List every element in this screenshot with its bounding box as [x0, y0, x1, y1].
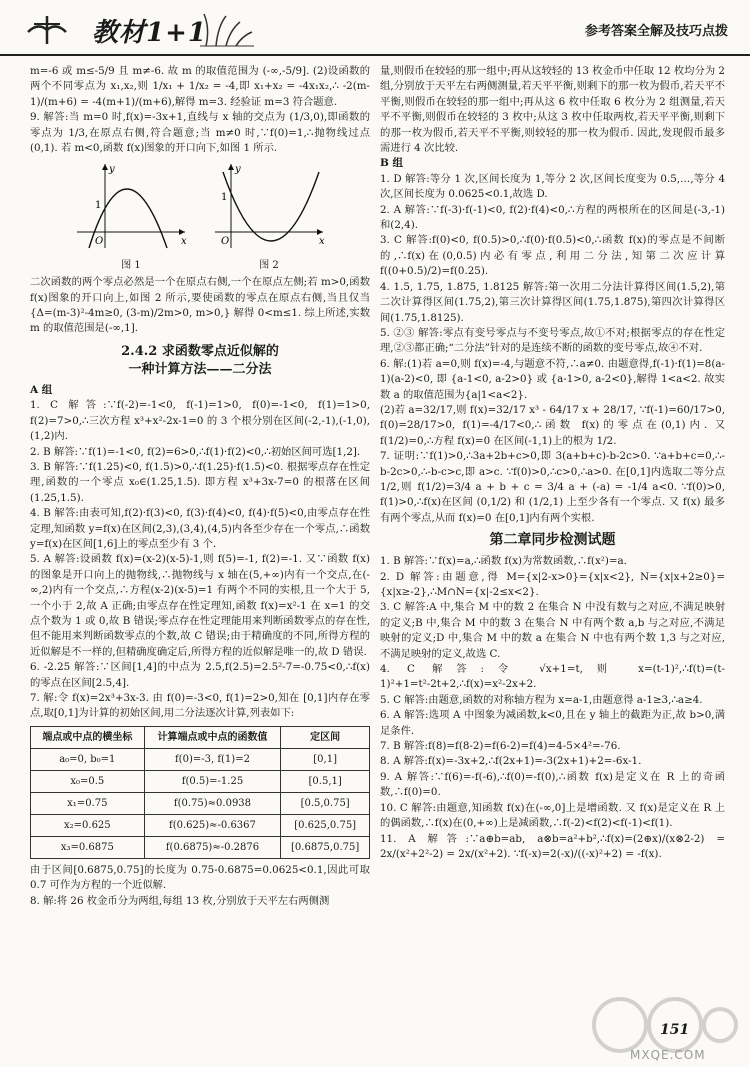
answer-a2: 2. B 解答:∵f(1)=-1<0, f(2)=6>0,∴f(1)·f(2)<0,∴初始区间可选[1,2].	[30, 445, 361, 458]
table-cell: f(0.6875)≈-0.2876	[144, 836, 281, 858]
table-header: 端点或中点的横坐标	[31, 726, 145, 748]
group-b-label: B 组	[380, 157, 404, 170]
answer-c5: 5. C 解答:由题意,函数的对称轴方程为 x=a-1,由题意得 a-1≥3,∴a≥4.	[380, 693, 703, 706]
table-row	[31, 792, 370, 814]
tick-label: 1	[95, 200, 102, 212]
section-title-line-2: 一种计算方法——二分法	[128, 361, 272, 377]
table-cell: f(0.625)≈-0.6367	[144, 814, 281, 836]
answer-c9: 9. A 解答:∵f(6)=-f(-6),∴f(0)=-f(0),∴函数 f(x)是定义在 R 上的奇函数,∴f(0)=0.	[380, 770, 725, 799]
group-a-label: A 组	[30, 383, 53, 396]
figure-1	[71, 160, 191, 273]
section-title	[30, 343, 370, 379]
book-logo-icon	[24, 10, 70, 48]
tick-label: 1	[221, 192, 228, 204]
bisection-table	[30, 726, 370, 859]
parabola-down-graph	[71, 160, 191, 252]
right-column	[380, 64, 725, 862]
answer-b5: 5. ②③ 解答:零点有变号零点与不变号零点,故①不对;根据零点的存在性定理,②③都正确;“二分法”针对的是连续不断的函数的变号零点,故④不对.	[380, 326, 725, 355]
answer-9: 9. 解答:当 m=0 时,f(x)=-3x+1,直线与 x 轴的交点为 (1/3,0),即函数的零点为 1/3,在原点右侧,符合题意;当 m≠0 时,∵f(0)=1,∴抛物线过点(0,1). 若 m<0,函数 f(x)图象的开口向下,如图 1 所示.	[30, 111, 370, 155]
table-cell: x₀=0.5	[31, 770, 145, 792]
axis-y-label: y	[109, 164, 115, 176]
answer-c10: 10. C 解答:由题意,知函数 f(x)在(-∞,0]上是增函数. 又 f(x)是定义在 R 上的偶函数,∴f(x)在(0,+∞)上是减函数,∴f(-2)<f(2)<f(-1)<f(1).	[380, 801, 725, 830]
left-column	[30, 64, 370, 909]
answer-a8-continued: 量,则假币在较轻的那一组中;再从这较轻的 13 枚金币中任取 12 枚均分为 2 组,分别放于天平左右两侧测量,若天平平衡,则剩下的那一枚为假币,若天平不平衡,则假币在较轻的那一组中;再从这 6 枚中任取 6 枚分为 2 组测量,若天平不平衡,则假币在较轻的 3 枚中;从这 3 枚中任取两枚,若天平平衡,则剩下的那一枚为假币,若天平不平衡,则较轻的那一枚为假币. 因此,发现假币最多需进行 4 次比较.	[380, 65, 725, 155]
grass-decoration-icon	[196, 8, 256, 48]
answer-c2: 2. D 解答:由题意,得 M={x|2-x>0}={x|x<2}, N={x|x+2≥0}={x|x≥-2},∴M∩N={x|-2≤x<2}.	[380, 570, 725, 598]
figure-2-caption: 图 2	[259, 259, 279, 271]
chapter-title: 第二章同步检测试题	[489, 532, 616, 549]
table-cell: f(0)=-3, f(1)=2	[144, 748, 281, 770]
answer-b3: 3. C 解答:f(0)<0, f(0.5)>0,∴f(0)·f(0.5)<0,∴函数 f(x)的零点是不间断的,∴f(x)在(0,0.5)内必有零点,利用二分法,知第二次应计算 f((0+0.5)/2)=f(0.25).	[380, 234, 725, 278]
answer-c7: 7. B 解答:f(8)=f(8-2)=f(6-2)=f(4)=4-5×4²=-76.	[380, 740, 621, 753]
table-cell: f(0.75)≈0.0938	[144, 792, 281, 814]
table-row	[31, 814, 370, 836]
origin-label: O	[95, 236, 104, 248]
table-cell: [0.6875,0.75]	[281, 836, 370, 858]
table-row	[31, 748, 370, 770]
answer-9-continued: 二次函数的两个零点必然是一个在原点右侧,一个在原点左侧;若 m>0,函数 f(x)图象的开口向上,如图 2 所示,要使函数的零点在原点右侧,当且仅当 {Δ=(m-3)²-4m≥0, (3-m)/2m>0, m>0,} 解得 0<m≤1. 综上所述,实数 m 的取值范围是(-∞,1].	[30, 276, 370, 335]
parabola-up-graph	[209, 160, 329, 252]
page-number: 151	[660, 1022, 690, 1038]
answer-c4: 4. C 解答:令 √x+1=t,则 x=(t-1)²,∴f(t)=(t-1)²+1=t²-2t+2,∴f(x)=x²-2x+2.	[380, 663, 725, 691]
answer-b6: 6. 解:(1)若 a=0,则 f(x)=-4,与题意不符,∴a≠0. 由题意得,f(-1)·f(1)=8(a-1)(a-2)<0, 即 {a-1<0, a-2>0} 或 {a-1>0, a-2<0},解得 1<a<2. 故实数 a 的取值范围为{a|1<a<2}.	[380, 357, 725, 401]
table-header: 定区间	[281, 726, 370, 748]
answer-b4: 4. 1.5, 1.75, 1.875, 1.8125 解答:第一次用二分法计算得区间(1.5,2),第二次计算得区间(1.75,2),第三次计算得区间(1.75,1.875),第四次计算得区间(1.75,1.8125).	[380, 280, 725, 324]
table-cell: x₂=0.625	[31, 814, 145, 836]
answer-a8: 8. 解:将 26 枚金币分为两组,每组 13 枚,分别放于天平左右两侧测	[30, 894, 330, 907]
table-cell: [0.625,0.75]	[281, 814, 370, 836]
figures	[30, 160, 370, 273]
header-title: 参考答案全解及技巧点拨	[584, 24, 728, 39]
table-header-row	[31, 726, 370, 748]
watermark-text: MXQE.COM	[630, 1048, 706, 1062]
table-header: 计算端点或中点的函数值	[144, 726, 281, 748]
page-header	[0, 0, 750, 56]
answer-a6: 6. -2.25 解答:∵区间[1,4]的中点为 2.5,f(2.5)=2.5²-7=-0.75<0,∴f(x)的零点在区间[2.5,4].	[30, 661, 370, 689]
answer-a5: 5. A 解答:设函数 f(x)=(x-2)(x-5)-1,则 f(5)=-1, f(2)=-1. 又∵函数 f(x)的图象是开口向上的抛物线,∴抛物线与 x 轴在(5,+∞)内有一个交点,在(-∞,2)内有一个交点,∴方程(x-2)(x-5)=1 有两个不同的实根,且一个大于 5,一个小于 2,故 A 正确;由零点存在性定理知,函数 f(x)=x²-1 在 x=1 的交点个数为 1 或 0,故 B 错误;零点存在性定理能用来判断函数零点的存在性,但不能用来判断函数零点的个数,故 C 错误;由于精确度的不同,所得方程的近似解是不一样的,但精确度确定后,所得方程的近似解是唯一的,故 D 错误.	[30, 553, 370, 658]
table-row	[31, 770, 370, 792]
answer-a7: 7. 解:令 f(x)=2x³+3x-3. 由 f(0)=-3<0, f(1)=2>0,知在 [0,1]内存在零点,取[0,1]为计算的初始区间,用二分法逐次计算,列表如下:	[30, 692, 370, 720]
figure-1-caption: 图 1	[121, 259, 141, 271]
table-cell: [0.5,0.75]	[281, 792, 370, 814]
answer-c1: 1. B 解答:∵f(x)=a,∴函数 f(x)为常数函数,∴f(x²)=a.	[380, 555, 627, 568]
answer-paragraph: m=-6 或 m≤-5/9 且 m≠-6. 故 m 的取值范围为 (-∞,-5/9]. (2)设函数的两个不同零点为 x₁,x₂,则 1/x₁ + 1/x₂ = -4,即 x₁+x₂ = -4x₁x₂,∴ -2(m-1)/(m+6) = -4(m+1)/(m+6),解得 m=3. 经验证 m=3 符合题意.	[30, 65, 370, 108]
answer-c3: 3. C 解答:A 中,集合 M 中的数 2 在集合 N 中没有数与之对应,不满足映射的定义;B 中,集合 M 中的数 3 在集合 N 中有两个数 a,b 与之对应,不满足映射的定义;D 中,集合 M 中的数 a 在集合 N 中也有两个数 1,3 与之对应,不满足映射的定义,故选 C.	[380, 601, 725, 660]
axis-y-label: y	[235, 164, 241, 176]
answer-a7-conclusion: 由于区间[0.6875,0.75]的长度为 0.75-0.6875=0.0625<0.1,因此可取 0.7 可作为方程的一个近似解.	[30, 863, 370, 892]
answer-b1: 1. D 解答:等分 1 次,区间长度为 1,等分 2 次,区间长度变为 0.5,…,等分 4 次,区间长度为 0.0625<0.1,故选 D.	[380, 172, 725, 201]
answer-c8: 8. A 解答:f(x)=-3x+2,∴f(2x+1)=-3(2x+1)+2=-6x-1.	[380, 755, 642, 768]
table-row	[31, 836, 370, 858]
table-cell: a₀=0, b₀=1	[31, 748, 145, 770]
table-cell: [0,1]	[281, 748, 370, 770]
answer-c11: 11. A 解答:∵a⊕b=ab, a⊗b=a²+b²,∴f(x)=(2⊕x)/(x⊗2-2) = 2x/(x²+2²-2) = 2x/(x²+2). ∵f(-x)=2(-x)/((-x)²+2) = -f(x).	[380, 832, 725, 860]
answer-a3: 3. B 解答:∵f(1.25)<0, f(1.5)>0,∴f(1.25)·f(1.5)<0. 根据零点存在性定理,函数的一个零点 x₀∈(1.25,1.5). 即方程 x³+3x-7=0 的根落在区间(1.25,1.5).	[30, 460, 370, 504]
table-cell: x₁=0.75	[31, 792, 145, 814]
answer-c6: 6. A 解答:选项 A 中图象为减函数,k<0,且在 y 轴上的截距为正,故 b>0,满足条件.	[380, 709, 725, 737]
section-title-line-1: 2.4.2 求函数零点近似解的	[121, 343, 279, 359]
answer-b2: 2. A 解答:∵f(-3)·f(-1)<0, f(2)·f(4)<0,∴方程的两根所在的区间是(-3,-1)和(2,4).	[380, 203, 725, 232]
origin-label: O	[221, 236, 230, 248]
table-cell: x₃=0.6875	[31, 836, 145, 858]
answer-b7: 7. 证明:∵f(1)>0,∴3a+2b+c>0,即 3(a+b+c)-b-2c>0. ∵a+b+c=0,∴-b-2c>0,∴-b-c>c,即 a>c. ∵f(0)>0,∴c>0,∴a>0. 在[0,1]内选取二等分点 1/2,则 f(1/2)=3/4 a + b + c = 3/4 a + (-a) = -1/4 a<0. ∵f(0)>0, f(1)>0,∴f(x)在区间 (0,1/2) 和 (1/2,1) 上至少各有一个零点. 又 f(x) 最多有两个零点,从而 f(x)=0 在[0,1]内有两个实根.	[380, 450, 725, 524]
table-cell: f(0.5)=-1.25	[144, 770, 281, 792]
figure-2	[209, 160, 329, 273]
answer-a4: 4. B 解答:由表可知,f(2)·f(3)<0, f(3)·f(4)<0, f(4)·f(5)<0,由零点存在性定理,知函数 y=f(x)在区间(2,3),(3,4),(4,5)内各至少存在一个零点,∴函数 y=f(x)在区间[1,6]上的零点至少有 3 个.	[30, 507, 370, 550]
answer-b6-part2: (2)若 a=32/17,则 f(x)=32/17 x³ - 64/17 x + 28/17, ∵f(-1)=60/17>0, f(0)=28/17>0, f(1)=-4/17<0,∴函数 f(x)的零点在(0,1)内. 又 f(1/2)=0,∴方程 f(x)=0 在区间(-1,1)上的根为 1/2.	[380, 403, 725, 447]
axis-x-label: x	[319, 236, 325, 248]
logo-text: 教材1+1	[92, 18, 207, 48]
table-cell: [0.5,1]	[281, 770, 370, 792]
axis-x-label: x	[181, 236, 187, 248]
answer-a1: 1. C 解答:∵f(-2)=-1<0, f(-1)=1>0, f(0)=-1<0, f(1)=1>0, f(2)=7>0,∴三次方程 x³+x²-2x-1=0 的 3 个根分别在区间(-2,-1),(-1,0),(1,2)内.	[30, 399, 370, 443]
